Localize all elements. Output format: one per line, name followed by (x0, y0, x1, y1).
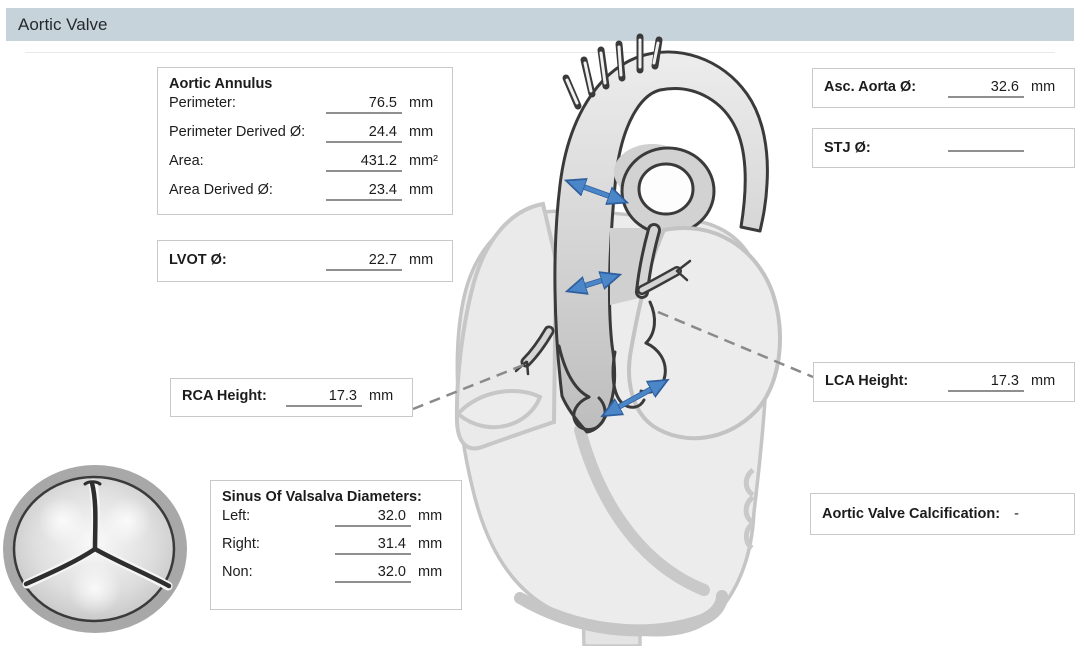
valve-en-face-illustration (3, 465, 187, 633)
value-field[interactable]: 17.3 (286, 388, 362, 407)
arch-hook-window (639, 164, 693, 214)
measurement-label: STJ Ø: (824, 140, 871, 156)
calcification-panel (810, 493, 1075, 535)
aortic-annulus-panel (157, 67, 453, 215)
value-field[interactable]: 431.2 (326, 153, 402, 172)
value-field[interactable]: 17.3 (948, 373, 1024, 392)
panel-title: Sinus Of Valsalva Diameters: (222, 489, 422, 505)
unit-label: mm (409, 124, 434, 140)
measurement-row (222, 508, 450, 536)
measurement-label: Left: (222, 508, 251, 524)
measurement-label: Area: (169, 153, 204, 169)
measurement-row (824, 140, 1063, 156)
value-field[interactable]: 24.4 (326, 124, 402, 143)
measurement-label: Aortic Valve Calcification: (822, 506, 1001, 522)
sinus-of-valsalva-panel (210, 480, 462, 610)
asc-aorta-panel (812, 68, 1075, 108)
unit-label: mm (418, 508, 443, 524)
measurement-label: Perimeter Derived Ø: (169, 124, 306, 140)
measurement-row (824, 79, 1063, 98)
unit-label: mm (418, 536, 443, 552)
panel-title: Aortic Annulus (169, 76, 273, 92)
value-field[interactable]: 76.5 (326, 95, 402, 114)
measurement-row (169, 182, 441, 211)
unit-label: mm² (409, 153, 438, 169)
measurement-row (169, 124, 441, 153)
value-field[interactable]: 22.7 (326, 252, 402, 271)
value-field[interactable]: 31.4 (335, 536, 411, 555)
measurement-row (169, 153, 441, 182)
measurement-label: Right: (222, 536, 260, 552)
measurement-label: LVOT Ø: (169, 251, 227, 268)
unit-label: mm (409, 251, 434, 268)
measurement-label: Asc. Aorta Ø: (824, 78, 917, 95)
page-title: Aortic Valve (18, 14, 108, 34)
measurement-row (169, 252, 441, 271)
measurement-label: LCA Height: (825, 372, 909, 389)
unit-label: mm (1031, 372, 1056, 389)
measurement-label: Area Derived Ø: (169, 182, 273, 198)
measurement-label: RCA Height: (182, 388, 267, 404)
rca-height-panel (170, 378, 413, 417)
lca-height-panel (813, 362, 1075, 402)
unit-label: mm (418, 564, 443, 580)
unit-label: mm (409, 182, 434, 198)
measurement-label: Non: (222, 564, 253, 580)
unit-label: mm (409, 95, 434, 111)
measurement-row (222, 536, 450, 564)
stj-panel (812, 128, 1075, 168)
value-field[interactable] (948, 149, 1024, 152)
value-field[interactable]: 32.0 (335, 564, 411, 583)
value-field[interactable]: 32.0 (335, 508, 411, 527)
value-field[interactable]: 32.6 (948, 79, 1024, 98)
value-field[interactable]: - (1014, 506, 1019, 522)
lvot-panel (157, 240, 453, 282)
unit-label: mm (369, 388, 394, 404)
measurement-row (169, 95, 441, 124)
measurement-row (182, 388, 401, 407)
measurement-row (222, 564, 450, 592)
value-field[interactable]: 23.4 (326, 182, 402, 201)
unit-label: mm (1031, 78, 1056, 95)
measurement-label: Perimeter: (169, 95, 236, 111)
measurement-row (825, 373, 1063, 392)
